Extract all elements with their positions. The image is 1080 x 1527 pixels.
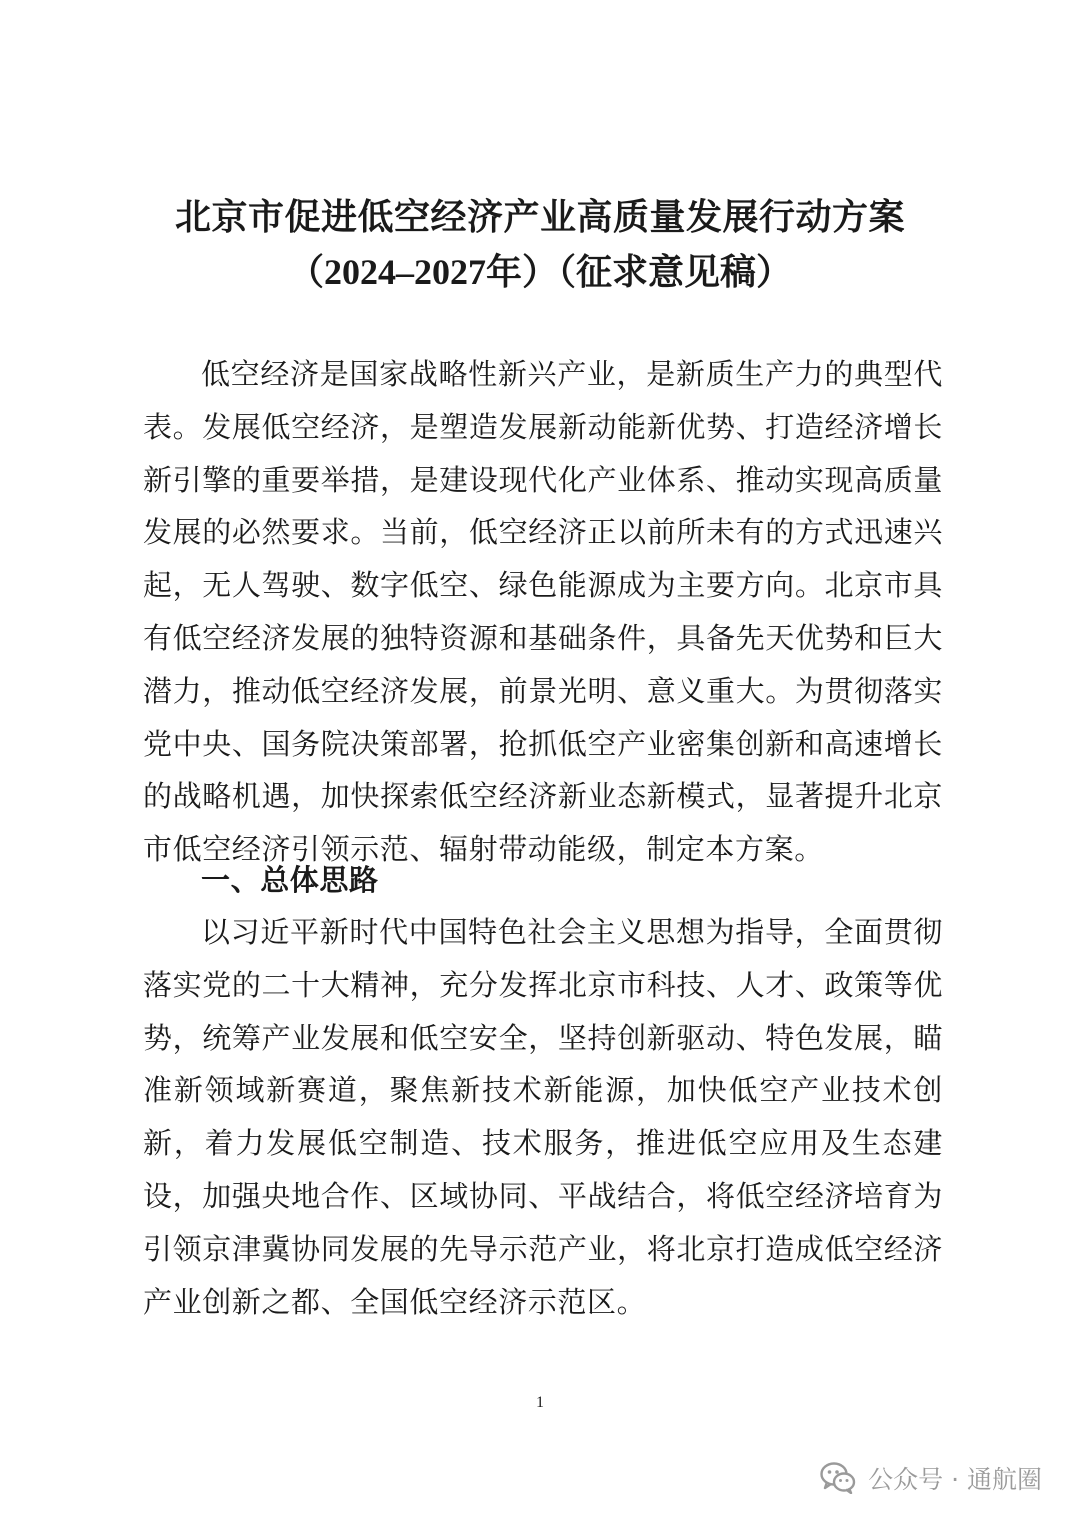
document-title-line1: 北京市促进低空经济产业高质量发展行动方案	[174, 197, 905, 237]
intro-paragraph: 低空经济是国家战略性新兴产业，是新质生产力的典型代表。发展低空经济，是塑造发展新动能新优势、打造经济增长新引擎的重要举措，是建设现代化产业体系、推动实现高质量发展的必然要求。当前，低空经济正以前所未有的方式迅速兴起，无人驾驶、数字低空、绿色能源成为主要方向。北京市具有低空经济发展的独特资源和基础条件，具备先天优势和巨大潜力，推动低空经济发展，前景光明、意义重大。为贯彻落实党中央、国务院决策部署，抢抓低空产业密集创新和高速增长的战略机遇，加快探索低空经济新业态新模式，显著提升北京市低空经济引领示范、辐射带动能级，制定本方案。	[143, 359, 943, 867]
watermark-text: 公众号 · 通航圈	[868, 1465, 1042, 1494]
document-title-line2: （2024–2027年）（征求意见稿）	[287, 252, 792, 292]
wechat-icon	[820, 1462, 856, 1494]
page-number: 1	[536, 1394, 544, 1411]
watermark	[820, 1458, 1042, 1498]
section-paragraph: 以习近平新时代中国特色社会主义思想为指导，全面贯彻落实党的二十大精神，充分发挥北京市科技、人才、政策等优势，统筹产业发展和低空安全，坚持创新驱动、特色发展，瞄准新领域新赛道，聚焦新技术新能源，加快低空产业技术创新，着力发展低空制造、技术服务，推进低空应用及生态建设，加强央地合作、区域协同、平战结合，将低空经济培育为引领京津冀协同发展的先导示范产业，将北京打造成低空经济产业创新之都、全国低空经济示范区。	[143, 917, 943, 1319]
section-heading: 一、总体思路	[201, 865, 379, 897]
